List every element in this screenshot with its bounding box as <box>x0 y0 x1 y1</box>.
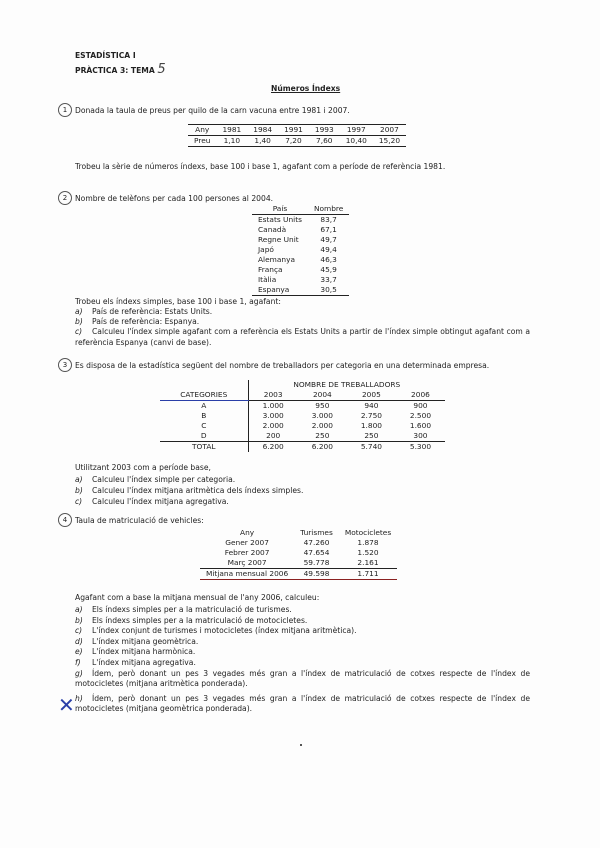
cell: Canadà <box>258 225 287 234</box>
table-row <box>252 265 349 275</box>
cell: TOTAL <box>160 442 248 453</box>
cell: País <box>272 204 288 213</box>
list-item <box>75 694 530 715</box>
cell: 46,3 <box>320 255 337 264</box>
practice-title <box>75 62 166 77</box>
q1-task: Trobeu la sèrie de números índexs, base 100 i base 1, agafant com a període de referència 1981. <box>75 162 446 171</box>
item-letter: e) <box>75 647 83 657</box>
item-text: L'índex mitjana geomètrica. <box>92 636 199 646</box>
list-item <box>75 317 199 326</box>
cell: Mitjana mensual 2006 <box>206 569 289 578</box>
question-number: 2 <box>58 191 72 205</box>
question-text: Nombre de telèfons per cada 100 persones al 2004. <box>75 194 274 203</box>
item-text: L'índex conjunt de turismes i motocicletes (índex mitjana aritmètica). <box>92 626 357 636</box>
item-text: País de referència: Estats Units. <box>92 307 213 316</box>
cell: Gener 2007 <box>225 538 269 547</box>
cell: 15,20 <box>378 136 401 145</box>
list-item <box>75 327 530 348</box>
item-letter: b) <box>75 486 83 495</box>
cell: Turismes <box>300 528 333 537</box>
question-2 <box>62 194 274 203</box>
cell: 1.878 <box>357 538 379 547</box>
list-item <box>75 669 530 690</box>
cell: A <box>160 401 248 412</box>
cell: 47.654 <box>303 548 330 557</box>
cell: NOMBRE DE TREBALLADORS <box>293 380 401 389</box>
item-text: Calculeu l'índex simple agafant com a referència els Estats Units a partir de l'índex simple obtingut agafant com a referència Espanya (canvi de base). <box>75 327 530 347</box>
cell: 2.161 <box>357 558 379 567</box>
item-letter: g) <box>75 668 83 678</box>
cell: 1.600 <box>409 421 432 430</box>
list-item <box>75 307 212 316</box>
course-title: ESTADÍSTICA I <box>75 51 136 60</box>
cell: 2.000 <box>311 421 333 430</box>
table-row <box>160 411 445 421</box>
cell: 1991 <box>284 125 303 134</box>
cell: 250 <box>315 431 330 440</box>
item-letter: b) <box>75 317 83 326</box>
cell: 2006 <box>411 390 430 399</box>
cell: 49.598 <box>303 569 330 578</box>
item-text: Calculeu l'índex mitjana agregativa. <box>92 497 229 506</box>
item-letter: c) <box>75 327 83 336</box>
cell: 7,60 <box>316 136 333 145</box>
blank <box>160 380 248 390</box>
q4-task: Agafant com a base la mitjana mensual de l'any 2006, calculeu: <box>75 593 320 602</box>
cell: B <box>160 411 248 421</box>
cell: 6.200 <box>311 442 333 451</box>
cell: 1984 <box>253 125 273 134</box>
cell: 67,1 <box>320 225 337 234</box>
cell: 49,7 <box>320 235 337 244</box>
list-item <box>75 475 235 484</box>
list-item <box>75 626 357 635</box>
cell: Motocicletes <box>344 528 392 537</box>
cell: C <box>160 421 248 431</box>
cell: Març 2007 <box>227 558 267 567</box>
item-letter: d) <box>75 636 83 646</box>
cell: 33,7 <box>320 275 337 284</box>
cell: Febrer 2007 <box>224 548 270 557</box>
list-item <box>75 658 196 667</box>
table-row <box>160 421 445 431</box>
handwritten-cross-mark: ✕ <box>58 693 75 717</box>
list-item <box>75 486 303 495</box>
cell: 1981 <box>222 125 242 134</box>
cell: 200 <box>266 431 281 440</box>
list-item <box>75 605 292 614</box>
cell: 47.260 <box>303 538 330 547</box>
cell: CATEGORIES <box>160 390 248 401</box>
cell: 2005 <box>361 390 381 399</box>
item-letter: a) <box>75 605 83 614</box>
question-text: Es disposa de la estadística següent del nombre de treballadors per categoria en una determinada empresa. <box>75 361 490 370</box>
item-text: Els índexs simples per a la matriculació de turismes. <box>92 605 292 614</box>
table-row <box>252 255 349 265</box>
cell: Estats Units <box>258 215 302 224</box>
q3-task: Utilitzant 2003 com a període base, <box>75 463 211 472</box>
item-letter: f) <box>75 658 81 667</box>
question-3 <box>62 361 490 370</box>
item-letter: c) <box>75 497 83 506</box>
cell: Preu <box>194 136 211 145</box>
cell: 2003 <box>263 390 283 399</box>
table-row <box>160 401 445 412</box>
page-title: Números Índexs <box>271 84 341 93</box>
table-row <box>252 215 349 226</box>
cell: D <box>160 431 248 442</box>
cell: 1.711 <box>357 569 379 578</box>
cell: Itàlia <box>258 275 277 284</box>
cell: 3.000 <box>262 411 284 420</box>
cell: 2.000 <box>262 421 284 430</box>
cell: Espanya <box>258 285 290 294</box>
practice-label: PRÀCTICA 3: TEMA <box>75 66 155 75</box>
item-text: País de referència: Espanya. <box>92 317 200 326</box>
table-row <box>252 225 349 235</box>
item-text: Ídem, però donant un pes 3 vegades més gran a l'índex de matriculació de cotxes respecte de l'índex de motocicletes (mitjana geomètrica ponderada). <box>75 693 530 714</box>
question-number: 1 <box>58 103 72 117</box>
table-row <box>200 548 397 558</box>
cell: 1997 <box>346 125 366 134</box>
table-row <box>160 431 445 442</box>
cell: 7,20 <box>285 136 302 145</box>
cell: 10,40 <box>345 136 367 145</box>
item-letter: h) <box>75 693 83 703</box>
cell: 6.200 <box>262 442 284 451</box>
cell: 83,7 <box>320 215 337 224</box>
cell: 1.520 <box>357 548 379 557</box>
cell: 1,40 <box>254 136 271 145</box>
cell: 59.778 <box>303 558 330 567</box>
cell: 5.740 <box>360 442 382 451</box>
vehicles-table <box>200 528 397 580</box>
cell: 1,10 <box>223 136 241 145</box>
item-letter: a) <box>75 475 83 484</box>
item-text: Els índexs simples per a la matriculació de motocicletes. <box>92 615 308 625</box>
cell: Nombre <box>313 204 344 213</box>
cell: 2.500 <box>409 411 432 420</box>
table-row <box>252 285 349 296</box>
cell: 2004 <box>312 390 332 399</box>
table-row <box>252 245 349 255</box>
cell: 2007 <box>380 125 399 134</box>
item-text: L'índex mitjana harmònica. <box>92 647 196 657</box>
cell: Regne Unit <box>258 235 299 244</box>
cell: 1.000 <box>262 401 284 410</box>
table-row <box>200 569 397 580</box>
cell: Alemanya <box>258 255 295 264</box>
item-text: Calculeu l'índex simple per categoria. <box>92 475 236 484</box>
price-table <box>188 124 406 147</box>
workers-table <box>160 380 445 452</box>
item-letter: c) <box>75 626 83 636</box>
list-item <box>75 637 198 646</box>
cell: 49,4 <box>320 245 337 254</box>
question-4 <box>62 516 204 525</box>
table-row <box>252 235 349 245</box>
cell: 5.300 <box>409 442 432 451</box>
list-item <box>75 647 195 656</box>
list-item <box>75 616 307 625</box>
phones-table <box>252 204 349 296</box>
question-text: Donada la taula de preus per quilo de la carn vacuna entre 1981 i 2007. <box>75 106 350 115</box>
question-number: 3 <box>58 358 72 372</box>
cell: 3.000 <box>311 411 333 420</box>
question-number: 4 <box>58 513 72 527</box>
item-text: Ídem, però donant un pes 3 vegades més gran a l'índex de matriculació de cotxes respecte de l'índex de motocicletes (mitjana aritmètica ponderada). <box>75 668 530 689</box>
table-row <box>252 275 349 285</box>
table-row <box>200 538 397 548</box>
item-letter: a) <box>75 307 83 316</box>
handwritten-topic-number: 5 <box>157 62 166 77</box>
cell: Any <box>195 125 210 134</box>
total-row <box>160 442 445 453</box>
cell: 2.750 <box>360 411 382 420</box>
item-letter: b) <box>75 615 83 625</box>
cell: 45,9 <box>320 265 337 274</box>
cell: França <box>258 265 283 274</box>
cell: 250 <box>364 431 379 440</box>
cell: 950 <box>315 401 330 410</box>
cell: Japó <box>258 245 274 254</box>
cell: 300 <box>413 431 428 440</box>
question-text: Taula de matriculació de vehicles: <box>75 516 204 525</box>
cell: 1993 <box>314 125 334 134</box>
item-text: Calculeu l'índex mitjana aritmètica dels índexs simples. <box>92 486 304 495</box>
list-item <box>75 497 229 506</box>
item-text: L'índex mitjana agregativa. <box>92 658 196 667</box>
cell: 30,5 <box>320 285 337 294</box>
cell: Any <box>240 528 255 537</box>
q2-task: Trobeu els índexs simples, base 100 i base 1, agafant: <box>75 297 281 306</box>
cell: 900 <box>413 401 428 410</box>
question-1 <box>62 106 350 115</box>
cell: 1.800 <box>360 421 382 430</box>
table-row <box>200 558 397 569</box>
scan-speck <box>300 744 302 746</box>
cell: 940 <box>364 401 379 410</box>
